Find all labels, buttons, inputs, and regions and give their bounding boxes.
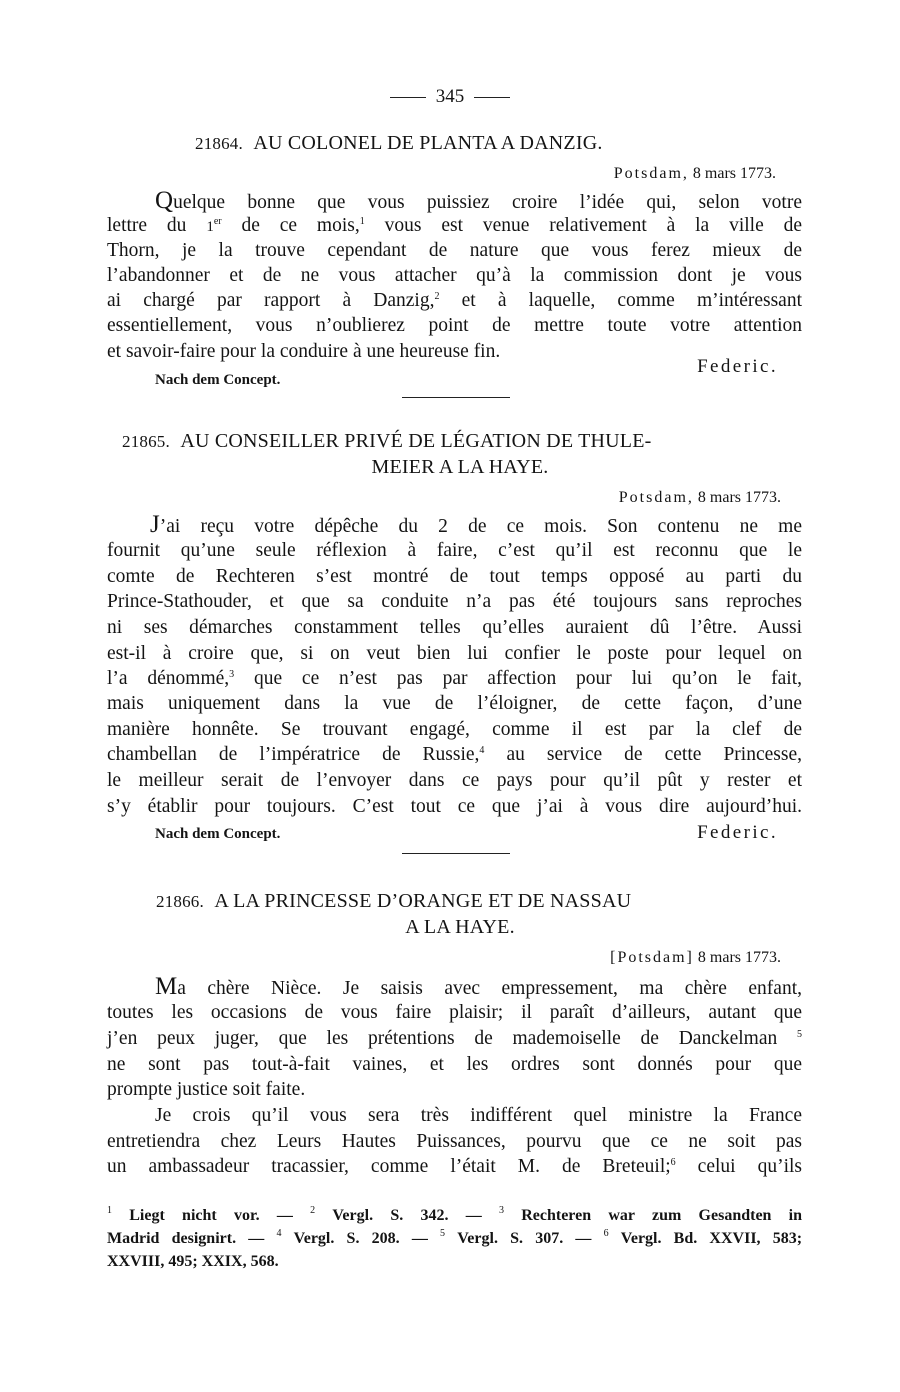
paragraph-line xyxy=(107,214,802,239)
paragraph-line xyxy=(107,239,802,263)
date-text: 8 mars 1773. xyxy=(697,949,781,966)
letter-date xyxy=(610,946,781,970)
footnote-ref: 4 xyxy=(479,745,485,756)
line-text: a chère Nièce. Je saisis avec empressement, ma chère enfant, xyxy=(177,978,802,999)
paragraph-line xyxy=(107,539,802,563)
line-text: ’ai reçu votre dépêche du 2 de ce mois. Son contenu ne me xyxy=(159,516,802,537)
footnote-text: Vergl. S. 208. — xyxy=(293,1230,428,1247)
paragraph-line xyxy=(107,692,802,716)
footnote-marker: 3 xyxy=(498,1205,504,1216)
line-text: ai chargé par rapport à Danzig, xyxy=(107,290,435,311)
line-text: l’abandonner et de ne vous attacher qu’à la commission dont je vous xyxy=(107,265,802,286)
paragraph-line xyxy=(107,289,802,313)
ordinal: 1er xyxy=(206,216,222,235)
date-text: 8 mars 1773. xyxy=(697,489,781,506)
line-text: ni ses démarches constamment telles qu’elles auraient dû l’être. Aussi xyxy=(107,617,802,638)
paragraph-line xyxy=(155,189,802,215)
paragraph-line xyxy=(150,513,802,539)
paragraph-line xyxy=(107,1130,802,1154)
letter-heading-line: MEIER A LA HAYE. xyxy=(371,456,549,478)
date-place: [Potsdam] xyxy=(610,949,694,966)
letter-number: 21864. xyxy=(195,134,243,153)
letter-number: 21866. xyxy=(156,892,204,911)
line-text: ne sont pas tout-à-fait vaines, et les ordres sont donnés pour que xyxy=(107,1054,802,1075)
footnote-ref: 5 xyxy=(797,1029,802,1040)
initial-letter: J xyxy=(150,511,160,538)
footnote-marker: 5 xyxy=(440,1228,446,1239)
divider xyxy=(402,853,510,854)
line-text: chambellan de l’impératrice de Russie, xyxy=(107,744,480,765)
letter-heading-line: A LA PRINCESSE D’ORANGE ET DE NASSAU xyxy=(214,890,632,912)
paragraph-line xyxy=(107,590,802,614)
paragraph-line xyxy=(107,743,802,767)
line-text: de ce mois, xyxy=(241,215,360,236)
footnote-line xyxy=(107,1251,279,1273)
footnote-text: Madrid designirt. — xyxy=(107,1230,265,1247)
paragraph-line xyxy=(107,1001,802,1025)
paragraph-line xyxy=(107,1078,305,1102)
line-text: comte de Rechteren s’est montré de tout temps opposé au parti du xyxy=(107,566,802,587)
initial-letter: M xyxy=(155,973,178,1000)
footnote-marker: 1 xyxy=(107,1205,112,1216)
letter-heading xyxy=(122,429,651,454)
line-text: et savoir-faire pour la conduire à une heureuse fin. xyxy=(107,341,501,362)
footnote-text: Vergl. S. 307. — xyxy=(457,1230,592,1247)
paragraph-line xyxy=(107,565,802,589)
line-text: fournit qu’une seule réflexion à faire, c’est qu’il est reconnu que le xyxy=(107,540,802,561)
line-text: Prince-Stathouder, et que sa conduite n’a pas été toujours sans reproches xyxy=(107,591,802,612)
letter-date xyxy=(614,162,776,186)
line-text: j’en peux juger, que les prétentions de mademoiselle de Danckelman xyxy=(107,1028,778,1049)
line-text: un ambassadeur tracassier, comme l’était M. de Breteuil; xyxy=(107,1156,671,1177)
paragraph-line xyxy=(107,314,802,338)
letter-heading-line: AU COLONEL DE PLANTA A DANZIG. xyxy=(253,132,603,154)
line-text: vous est venue relativement à la ville de xyxy=(384,215,803,236)
page-number-value: 345 xyxy=(435,86,465,107)
line-text: essentiellement, vous n’oublierez point de mettre toute votre attention xyxy=(107,315,802,336)
paragraph-line xyxy=(107,718,802,742)
divider xyxy=(402,397,510,398)
line-text: lettre du xyxy=(107,215,187,236)
date-text: 8 mars 1773. xyxy=(692,165,776,182)
page-number xyxy=(300,86,600,108)
paragraph-line xyxy=(107,795,802,819)
paragraph-line xyxy=(107,1027,802,1051)
line-text: le meilleur serait de l’envoyer dans ce pays pour qu’il pût y rester et xyxy=(107,770,802,791)
footnote-ref: 2 xyxy=(434,291,440,302)
letter-heading-line: A LA HAYE. xyxy=(405,916,515,938)
line-text: entretiendra chez Leurs Hautes Puissances, pourvu que ce ne soit pas xyxy=(107,1131,802,1152)
footnote-text: Vergl. S. 342. — xyxy=(332,1207,482,1224)
line-text: uelque bonne que vous puissiez croire l’idée qui, selon votre xyxy=(173,192,802,213)
line-text: celui qu’ils xyxy=(697,1156,802,1177)
source-note: Nach dem Concept. xyxy=(155,372,281,388)
page-number-dash-right xyxy=(474,97,510,98)
paragraph-line xyxy=(107,667,802,691)
line-text: au service de cette Princesse, xyxy=(506,744,802,765)
footnote-ref: 6 xyxy=(670,1157,676,1168)
line-text: l’a dénommé, xyxy=(107,668,230,689)
paragraph-line xyxy=(155,1104,802,1128)
line-text: toutes les occasions de vous faire plaisir; il paraît d’ailleurs, autant que xyxy=(107,1002,802,1023)
paragraph-line xyxy=(107,1155,802,1179)
paragraph-line xyxy=(155,975,802,1001)
footnote-line xyxy=(107,1205,802,1227)
footnote-line xyxy=(107,1228,802,1250)
footnote-ref: 3 xyxy=(229,669,235,680)
paragraph-line xyxy=(107,264,802,288)
footnote-marker: 6 xyxy=(603,1228,609,1239)
footnote-text: Liegt nicht vor. — xyxy=(129,1207,293,1224)
line-text: que ce n’est pas par affection pour lui qu’on le fait, xyxy=(253,668,803,689)
line-text: est-il à croire que, si on veut bien lui confier le poste pour lequel on xyxy=(107,643,802,664)
footnote-marker: 4 xyxy=(276,1228,282,1239)
page-number-dash-left xyxy=(390,97,426,98)
paragraph-line xyxy=(107,340,500,364)
line-text: Je crois qu’il vous sera très indifférent quel ministre la France xyxy=(155,1105,802,1126)
letter-heading xyxy=(195,131,603,156)
footnote-text: Vergl. Bd. XXVII, 583; xyxy=(620,1230,803,1247)
paragraph-line xyxy=(107,642,802,666)
letter-date xyxy=(619,486,781,510)
initial-letter: Q xyxy=(155,187,174,214)
letter-heading-line: AU CONSEILLER PRIVÉ DE LÉGATION DE THULE- xyxy=(180,430,652,452)
line-text: et à laquelle, comme m’intéressant xyxy=(461,290,803,311)
footnote-text: XXVIII, 495; XXIX, 568. xyxy=(107,1253,279,1270)
paragraph-line xyxy=(107,1053,802,1077)
footnote-text: Rechteren war zum Gesandten in xyxy=(521,1207,803,1224)
date-place: Potsdam, xyxy=(613,165,689,182)
line-text: manière honnête. Se trouvant engagé, comme il est par la clef de xyxy=(107,719,802,740)
footnote-marker: 2 xyxy=(310,1205,316,1216)
footnote-ref: 1 xyxy=(359,216,365,227)
date-place: Potsdam, xyxy=(618,489,694,506)
source-note: Nach dem Concept. xyxy=(155,826,281,842)
line-text: mais uniquement dans la vue de l’éloigner, de cette façon, d’une xyxy=(107,693,802,714)
signature: Federic. xyxy=(697,356,778,377)
signature: Federic. xyxy=(697,822,778,843)
letter-heading xyxy=(156,889,631,914)
letter-number: 21865. xyxy=(122,432,170,451)
line-text: Thorn, je la trouve cependant de nature que vous ferez mieux de xyxy=(107,240,802,261)
line-text: prompte justice soit faite. xyxy=(107,1079,306,1100)
paragraph-line xyxy=(107,769,802,793)
line-text: s’y établir pour toujours. C’est tout ce que j’ai à vous dire aujourd’hui. xyxy=(107,796,802,817)
paragraph-line xyxy=(107,616,802,640)
